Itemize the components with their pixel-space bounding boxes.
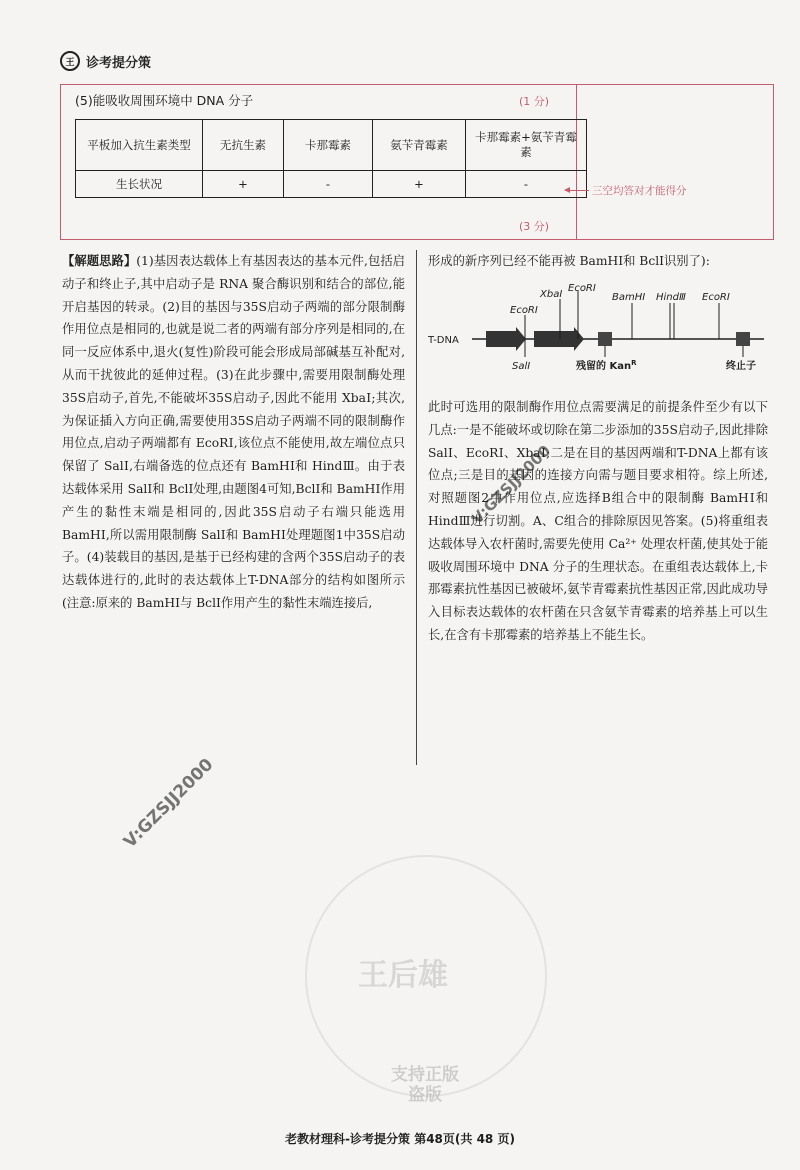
promoter-arrow-icon — [486, 327, 526, 351]
terminator-label: 终止子 — [726, 361, 756, 372]
terminator-box — [736, 332, 750, 346]
brand-title: 诊考提分策 — [86, 55, 152, 71]
page-header — [60, 50, 151, 72]
ecor1-label: EcoRⅠ — [568, 283, 596, 294]
analysis-left-column — [62, 250, 405, 615]
column-divider — [416, 250, 417, 765]
analysis-tag: 【解题思路】 — [62, 253, 137, 268]
watermark-text: V:GZSJJ2000 — [120, 754, 218, 853]
watermark-text: V:GZSJJ2000 — [468, 441, 555, 528]
ecor1-label: EcoRⅠ — [702, 292, 730, 303]
growth-table — [75, 119, 587, 198]
table-header-cell: 无抗生素 — [203, 120, 284, 171]
table-header-cell: 氨苄青霉素 — [373, 120, 466, 171]
table-cell: - — [466, 171, 587, 198]
table-cell: 生长状况 — [76, 171, 203, 198]
table-cell: + — [373, 171, 466, 198]
kan-label: 残留的 Kan$^R$ — [576, 359, 637, 372]
ecor1-label: EcoRⅠ — [510, 305, 538, 316]
bamh1-label: BamHⅠ — [612, 292, 646, 303]
sal1-label: SalⅠ — [512, 361, 531, 372]
tdna-label: T-DNA — [428, 335, 459, 346]
table-cell: + — [203, 171, 284, 198]
watermark-seal-stamp-icon: 支持正版 盗版 — [391, 1065, 459, 1105]
answer-q5: (5)能吸收周围环境中 DNA 分子 — [75, 93, 254, 108]
table-header-cell: 平板加入抗生素类型 — [76, 120, 203, 171]
table-header-cell: 卡那霉素 — [284, 120, 373, 171]
table-header-cell: 卡那霉素+氨苄青霉素 — [466, 120, 587, 171]
answer-box — [60, 84, 774, 240]
promoter-arrow-icon — [534, 327, 584, 351]
watermark-seal-logo-icon: 王后雄 — [358, 958, 448, 993]
xba1-label: XbaⅠ — [540, 289, 563, 300]
hind3-label: HindⅢ — [656, 292, 686, 303]
score-q5: (1 分) — [519, 95, 550, 108]
tdna-diagram — [428, 283, 768, 393]
analysis-right-text: 此时可选用的限制酶作用位点需要满足的前提条件至少有以下几点:一是不能破坏或切除在第二步添加的35S启动子,因此排除 SalⅠ、EcoRⅠ、XbaⅠ;二是在目的基因两端和T-DNA上都有该位点;三是目的基因的连接方向需与题目要求相符。综上所述,对照题图2中作用位点,应选择B组合中的限制酶 BamHⅠ和 HindⅢ进行切割。A、C组合的排除原因见答案。(5)将重组表达载体导入农杆菌时,需要先使用 Ca²⁺ 处理农杆菌,使其处于能吸收周围环境中 DNA 分子的生理状态。在重组表达载体上,卡那霉素抗性基因已被破坏,氨苄青霉素抗性基因正常,因此成功导入目标表达载体的农杆菌在只含氨苄青霉素的培养基上可以生长,在含有卡那霉素的培养基上不能生长。 — [428, 400, 768, 642]
score-table: (3 分) — [519, 220, 550, 233]
grading-note-text: 三空均答对才能得分 — [592, 185, 687, 197]
arrow-left-icon — [565, 190, 589, 191]
analysis-left-text: (1)基因表达载体上有基因表达的基本元件,包括启动子和终止子,其中启动子是 RNA 聚合酶识别和结合的部位,能开启基因的转录。(2)目的基因与35S启动子两端的部分限制酶作用位点是相同的,也就是说二者的两端有部分序列是相同的,在同一反应体系中,退火(复性)阶段可能会形成局部碱基互补配对,从而干扰彼此的延伸过程。(3)在此步骤中,需要用限制酶处理35S启动子,首先,不能破坏35S启动子,因此不能用 XbaⅠ;其次,为保证插入方向正确,需要使用35S启动子两端不同的限制酶作用位点,启动子两端都有 EcoRⅠ,该位点不能使用,故左端位点只保留了 SalⅠ,右端备选的位点还有 BamHⅠ和 HindⅢ。由于表达载体采用 SalⅠ和 BclⅠ处理,由题图4可知,BclⅠ和 BamHⅠ作用产生的黏性末端是相同的,因此35S启动子右端只能选用 BamHⅠ,所以需用限制酶 SalⅠ和 BamHⅠ处理题图1中35S启动子。(4)装载目的基因,是基于已经构建的含两个35S启动子的表达载体进行的,此时的表达载体上T-DNA部分的结构如图所示(注意:原来的 BamHⅠ与 BclⅠ作用产生的黏性末端连接后, — [62, 254, 405, 610]
analysis-right-top-text: 形成的新序列已经不能再被 BamHⅠ和 BclⅠ识别了): — [428, 254, 710, 268]
page-footer: 老教材理科-诊考提分策 第48页(共 48 页) — [285, 1132, 515, 1146]
kan-residue-box — [598, 332, 612, 346]
brand-logo-icon: 王 — [60, 51, 80, 71]
analysis-right-top — [428, 250, 768, 273]
grading-note — [565, 183, 687, 198]
table-cell: - — [284, 171, 373, 198]
